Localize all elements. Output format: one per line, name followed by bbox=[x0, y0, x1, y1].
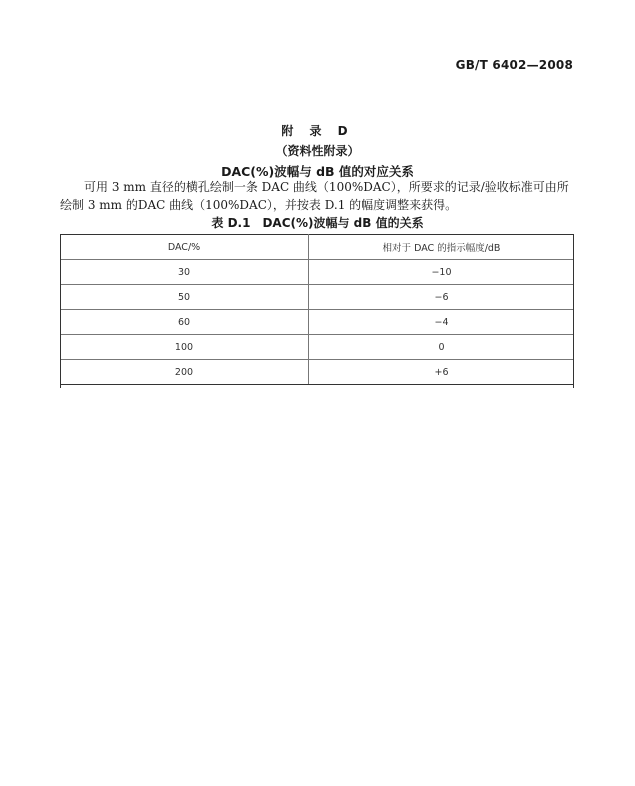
table-header-dac: DAC/% bbox=[60, 235, 309, 260]
table-cell-db: +6 bbox=[309, 360, 575, 385]
table-header-db: 相对于 DAC 的指示幅度/dB bbox=[309, 235, 575, 260]
appendix-name: DAC(%)波幅与 dB 值的对应关系 bbox=[221, 164, 414, 179]
table-cell-dac: 60 bbox=[60, 310, 309, 335]
table-row bbox=[60, 335, 574, 360]
appendix-title: 附 录 D bbox=[281, 124, 354, 138]
table-row bbox=[60, 285, 574, 310]
table-row bbox=[60, 360, 574, 385]
table-left-border bbox=[60, 234, 61, 388]
table-cell-dac: 50 bbox=[60, 285, 309, 310]
table-cell-dac: 200 bbox=[60, 360, 309, 385]
table-cell-db: −4 bbox=[309, 310, 575, 335]
dac-db-table bbox=[60, 234, 574, 385]
table-cell-dac: 30 bbox=[60, 260, 309, 285]
table-cell-db: 0 bbox=[309, 335, 575, 360]
table-title: 表 D.1 DAC(%)波幅与 dB 值的关系 bbox=[211, 216, 424, 230]
table-cell-db: −10 bbox=[309, 260, 575, 285]
table-row bbox=[60, 310, 574, 335]
body-paragraph: 可用 3 mm 直径的横孔绘制一条 DAC 曲线（100%DAC），所要求的记录/验收标准可由所绘制 3 mm 的DAC 曲线（100%DAC），并按表 D.1 的幅度调整来获得。 bbox=[60, 180, 569, 212]
table-cell-db: −6 bbox=[309, 285, 575, 310]
standard-code: GB/T 6402—2008 bbox=[455, 58, 573, 72]
table-header-row bbox=[60, 235, 574, 260]
table-cell-dac: 100 bbox=[60, 335, 309, 360]
appendix-type: （资料性附录） bbox=[275, 144, 360, 158]
table-right-border bbox=[573, 234, 574, 388]
table-row bbox=[60, 260, 574, 285]
